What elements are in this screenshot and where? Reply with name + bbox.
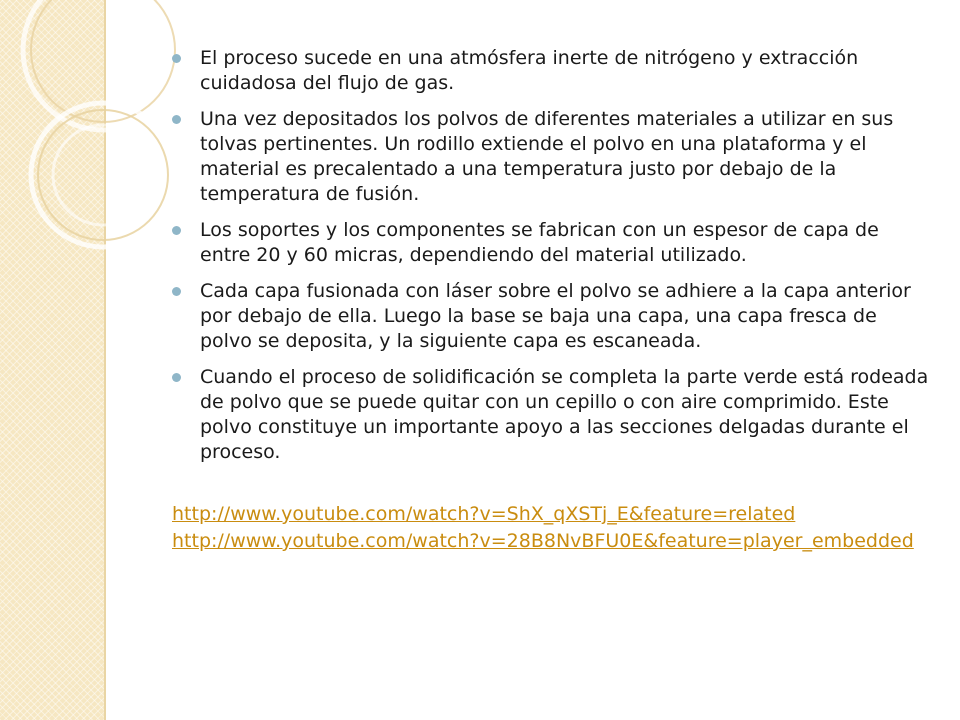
bullet-icon bbox=[172, 287, 181, 296]
bullet-text: Cada capa fusionada con láser sobre el polvo se adhiere a la capa anterior por debajo de ella. Luego la base se baja una capa, una capa fresca de polvo se deposita, y la siguiente capa es escaneada. bbox=[200, 280, 911, 352]
bullet-list bbox=[172, 46, 932, 465]
video-links bbox=[172, 502, 932, 554]
bullet-text: Cuando el proceso de solidificación se completa la parte verde está rodeada de polvo que se puede quitar con un cepillo o con aire comprimido. Este polvo constituye un importante apoyo a las secciones delgadas durante el proceso. bbox=[200, 366, 929, 463]
bullet-text: El proceso sucede en una atmósfera inerte de nitrógeno y extracción cuidadosa del flujo de gas. bbox=[200, 47, 859, 94]
youtube-link-2[interactable]: http://www.youtube.com/watch?v=28B8NvBFU0E&feature=player_embedded bbox=[172, 530, 914, 552]
decorative-circles bbox=[0, 0, 180, 330]
bullet-icon bbox=[172, 115, 181, 124]
bullet-icon bbox=[172, 373, 181, 382]
bullet-text: Una vez depositados los polvos de diferentes materiales a utilizar en sus tolvas pertinentes. Un rodillo extiende el polvo en una plataforma y el material es precalentado a una temperatura justo por debajo de la temperatura de fusión. bbox=[200, 108, 894, 205]
slide-content bbox=[172, 46, 932, 556]
bullet-item bbox=[172, 218, 932, 268]
bullet-item bbox=[172, 365, 932, 465]
bullet-item bbox=[172, 46, 932, 96]
bullet-item bbox=[172, 279, 932, 354]
bullet-item bbox=[172, 107, 932, 207]
bullet-icon bbox=[172, 226, 181, 235]
youtube-link-1[interactable]: http://www.youtube.com/watch?v=ShX_qXSTj_E&feature=related bbox=[172, 503, 796, 525]
bullet-icon bbox=[172, 54, 181, 63]
bullet-text: Los soportes y los componentes se fabrican con un espesor de capa de entre 20 y 60 micras, dependiendo del material utilizado. bbox=[200, 219, 879, 266]
